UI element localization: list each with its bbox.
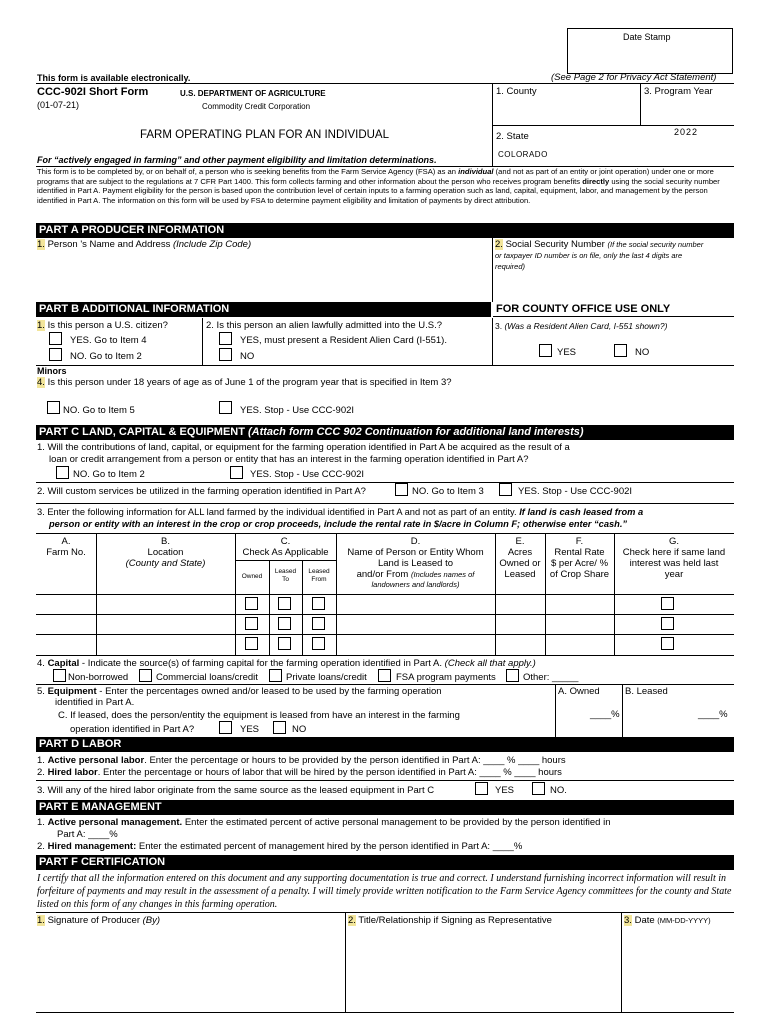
col-title: Rental Rate — [554, 547, 605, 558]
form-title: FARM OPERATING PLAN FOR AN INDIVIDUAL — [140, 129, 389, 141]
year-divider — [640, 83, 641, 125]
item-number: 2. — [37, 767, 48, 778]
col-title: Farm No. — [46, 547, 86, 558]
labor-rule — [36, 780, 734, 781]
c1-yes-checkbox[interactable] — [230, 466, 243, 479]
part-e-q1 — [37, 817, 611, 828]
land-row3-leased-to-checkbox[interactable] — [278, 637, 291, 650]
c2-no-label: NO. Go to Item 3 — [412, 486, 484, 497]
part-c-q1: 1. Will the contributions of land, capital, or equipment for the farming operation identified in Part A be acquired as the result of a — [37, 442, 570, 453]
col-letter: G. — [668, 536, 680, 547]
capital-nonborrowed-label: Non-borrowed — [68, 672, 129, 683]
part-c-q4 — [37, 658, 536, 669]
program-year-value: 2022 — [674, 127, 699, 137]
part-e-q1-line2: Part A: ____% — [57, 829, 118, 840]
item-label: 3. Enter the following information for ALL land farmed by the individual identified in Part A and not as part of an entity. — [37, 507, 520, 517]
col-title-3: Leased — [504, 569, 536, 580]
intro-text-3: using the social security number identified in Part A. Payment eligibility for the person is based upon the contribution level of certain inputs to a farming operation such as land, capital, equipment, labor, and management by the person identified in Part A. The information on this form will be used by FSA to determine payment eligibility and limitation of payments by direct attribution. — [37, 176, 720, 205]
capital-nonborrowed-checkbox[interactable] — [53, 669, 66, 682]
land-row1-same-checkbox[interactable] — [661, 597, 674, 610]
col-c-leased-to — [269, 568, 302, 584]
item-number: 1. — [37, 817, 48, 828]
labor-no-label: NO. — [550, 785, 567, 796]
item-bold: Hired management: — [47, 841, 137, 852]
col-title: Check here if same land — [622, 547, 726, 558]
equipment-yes-label: YES — [240, 724, 260, 735]
item-label: Title/Relationship if Signing as Representative — [355, 915, 552, 926]
land-head-rule — [36, 594, 734, 595]
col-title: Location — [147, 547, 184, 558]
land-row2-same-checkbox[interactable] — [661, 617, 674, 630]
part-c-q5-c2: operation identified in Part A? — [70, 724, 195, 735]
q1-no-label: NO. Go to Item 2 — [70, 351, 142, 362]
col-title-3: of Crop Share — [549, 569, 610, 580]
q1-yes-checkbox[interactable] — [49, 332, 62, 345]
part-a-item1 — [37, 239, 251, 250]
land-row1-leased-from-checkbox[interactable] — [312, 597, 325, 610]
q4-no-label: NO. Go to Item 5 — [63, 405, 135, 416]
c1-no-label: NO. Go to Item 2 — [73, 469, 145, 480]
land-row1-owned-checkbox[interactable] — [245, 597, 258, 610]
equipment-rule — [36, 684, 734, 685]
land-table-bottom — [36, 655, 734, 656]
item-number: 2. — [495, 239, 503, 250]
date-label — [624, 915, 711, 926]
part-a-divider — [492, 238, 493, 302]
col-a-header — [36, 536, 96, 558]
intro-bold-1: individual — [458, 167, 494, 176]
col-letter: B. — [161, 536, 170, 547]
col-g-header — [614, 536, 734, 580]
land-row1-leased-to-checkbox[interactable] — [278, 597, 291, 610]
item-number: 2. — [37, 841, 48, 852]
minors-label: Minors — [37, 366, 67, 376]
certification-text: I certify that all the information entered on this document and any supporting documentation is true and correct. I understand furnishing incorrect information will result in forfeiture of payments and may result in the assessment of a penalty. I will timely provide written notification to the Farm Service Agency committees for the county and State listed on this form of any changes in this farming operation. — [37, 873, 732, 910]
form-id: CCC-902I Short Form — [37, 86, 149, 98]
c1-no-checkbox[interactable] — [56, 466, 69, 479]
item-hint: (By) — [142, 915, 161, 926]
labor-yes-checkbox[interactable] — [475, 782, 488, 795]
item-bold: Capital — [47, 658, 80, 669]
part-b-q4 — [37, 377, 452, 388]
item-bold: Equipment — [47, 686, 97, 697]
part-a-item2 — [495, 239, 710, 272]
col-title-3: year — [664, 569, 684, 580]
part-c-q5-c: C. If leased, does the person/entity the equipment is leased from have an interest in the farming — [58, 710, 460, 721]
equipment-owned-label: A. Owned — [558, 686, 600, 697]
capital-fsa-label: FSA program payments — [396, 672, 496, 683]
dept-name: U.S. DEPARTMENT OF AGRICULTURE — [180, 89, 326, 98]
col-title-2: Land is Leased to — [377, 558, 453, 569]
item-number: 4. — [37, 658, 48, 669]
capital-private-label: Private loans/credit — [286, 672, 367, 683]
item-hint: (Check all that apply.) — [444, 658, 536, 669]
c2-no-checkbox[interactable] — [395, 483, 408, 496]
capital-commercial-label: Commercial loans/credit — [156, 672, 258, 683]
col-b-header — [96, 536, 235, 569]
item-number: 2. — [348, 915, 356, 926]
col-title: Check As Applicable — [242, 547, 329, 558]
part-b-q3 — [495, 321, 667, 331]
part-b-header: PART B ADDITIONAL INFORMATION — [36, 302, 491, 317]
c2-yes-checkbox[interactable] — [499, 483, 512, 496]
col-title-3: and/or From — [356, 569, 411, 580]
col-d-header — [336, 536, 495, 589]
sig-col-1 — [345, 912, 346, 1012]
c2-rule — [36, 503, 734, 504]
header-rule-top — [36, 83, 734, 84]
part-c-q5 — [37, 686, 442, 697]
col-sub-1: Leased — [274, 568, 297, 575]
col-sub-1: Leased — [308, 568, 330, 575]
date-stamp-label: Date Stamp — [623, 32, 671, 42]
item-number: 1. — [37, 915, 45, 926]
part-d-q3: 3. Will any of the hired labor originate from the same source as the leased equipment in Part C — [37, 785, 435, 796]
corp-name: Commodity Credit Corporation — [202, 102, 311, 111]
item-label: Is this person a U.S. citizen? — [44, 320, 168, 331]
col-hint: (Includes names of — [411, 570, 475, 579]
part-d-q2 — [37, 767, 562, 778]
c1-rule — [36, 482, 734, 483]
item-label: - Enter the percentages owned and/or leased to be used by the farming operation — [96, 686, 442, 697]
sig-col-2 — [621, 912, 622, 1012]
q2-no-checkbox[interactable] — [219, 348, 232, 361]
part-d-q1 — [37, 755, 566, 766]
q4-yes-checkbox[interactable] — [219, 401, 232, 414]
intro-paragraph — [37, 167, 733, 205]
part-a-header: PART A PRODUCER INFORMATION — [36, 223, 734, 238]
part-f-header: PART F CERTIFICATION — [36, 855, 734, 870]
col-title: Name of Person or Entity Whom — [347, 547, 484, 558]
c1-yes-label: YES. Stop - Use CCC-902I — [250, 469, 365, 480]
col-e-header — [495, 536, 545, 580]
item-bold: Active personal labor — [47, 755, 145, 766]
equipment-leased-pct: ____% — [698, 709, 728, 720]
q1-q2-divider — [202, 318, 203, 366]
intro-text-2: (and not as part of an entity or joint operation) under one or more programs that are subject to the regulations at 7 CFR Part 1400. This form collects farming and other information about the person who receives program benefits — [37, 167, 714, 186]
part-c-title: PART C LAND, CAPITAL & EQUIPMENT — [39, 426, 248, 438]
part-c-q1b: loan or credit arrangement from a person or entity that has an interest in the farming operation identified in Part A? — [49, 454, 529, 465]
land-row2-leased-to-checkbox[interactable] — [278, 617, 291, 630]
part-e-header: PART E MANAGEMENT — [36, 800, 734, 815]
q3-no-label: NO — [635, 347, 650, 358]
item-label: . Enter the percentage or hours to be provided by the person identified in Part A: ____ % ____ hours — [144, 755, 566, 766]
q3-yes-label: YES — [557, 347, 577, 358]
col-hint-2: landowners and landlords) — [371, 580, 460, 589]
form-subtitle: For “actively engaged in farming” and other payment eligibility and limitation determinations. — [37, 155, 437, 165]
col-letter: A. — [61, 536, 71, 547]
item-number: 3. — [495, 321, 505, 331]
part-e-q2 — [37, 841, 522, 852]
part-c-note: (Attach form CCC 902 Continuation for additional land interests) — [248, 426, 584, 438]
col-sub-2: From — [311, 576, 327, 583]
q1-yes-label: YES. Go to Item 4 — [70, 335, 147, 346]
land-row3-leased-from-checkbox[interactable] — [312, 637, 325, 650]
land-table-top — [36, 533, 734, 534]
labor-yes-label: YES — [495, 785, 515, 796]
q3-no-checkbox[interactable] — [614, 344, 627, 357]
col-title-2: $ per Acre/ % — [550, 558, 609, 569]
land-row3-owned-checkbox[interactable] — [245, 637, 258, 650]
equipment-leased-label: B. Leased — [625, 686, 668, 697]
land-row2-rule — [36, 634, 734, 635]
labor-no-checkbox[interactable] — [532, 782, 545, 795]
county-label: 1. County — [496, 86, 537, 97]
item-number: 1. — [37, 755, 48, 766]
equipment-yes-checkbox[interactable] — [219, 721, 232, 734]
item-label: - Indicate the source(s) of farming capital for the farming operation identified in Part A. — [79, 658, 445, 669]
equip-col-1 — [555, 684, 556, 737]
item-hint: (Include Zip Code) — [172, 239, 252, 250]
item-label: Signature of Producer — [44, 915, 143, 926]
col-title: Acres — [507, 547, 533, 558]
item-bold: Active personal management. — [47, 817, 183, 828]
item-label: Is this person under 18 years of age as of June 1 of the program year that is specified in Item 3? — [44, 377, 452, 388]
col-letter: E. — [515, 536, 525, 547]
state-value: COLORADO — [498, 150, 548, 159]
col-c-owned: Owned — [241, 573, 263, 580]
col-title-2: Owned or — [499, 558, 541, 569]
part-c-q5-line2: identified in Part A. — [55, 697, 135, 708]
item-number: 1. — [37, 320, 45, 331]
part-d-header: PART D LABOR — [36, 737, 734, 752]
col-subtitle: (County and State) — [125, 558, 206, 569]
part-c-header — [36, 425, 734, 440]
q1-no-checkbox[interactable] — [49, 348, 62, 361]
page-bottom-rule — [36, 1012, 734, 1013]
col-c-header — [235, 536, 336, 558]
capital-commercial-checkbox[interactable] — [139, 669, 152, 682]
part-b-q2: 2. Is this person an alien lawfully admitted into the U.S.? — [206, 320, 443, 331]
land-row2-leased-from-checkbox[interactable] — [312, 617, 325, 630]
item-number: 3. — [624, 915, 632, 926]
part-b-q1 — [37, 320, 168, 331]
q2-yes-label: YES, must present a Resident Alien Card (I-551). — [240, 335, 447, 346]
land-c-sub — [235, 560, 336, 561]
c2-yes-label: YES. Stop - Use CCC-902I — [518, 486, 633, 497]
item-bold: Hired labor — [47, 767, 98, 778]
col-sub-2: To — [282, 576, 289, 583]
land-row3-same-checkbox[interactable] — [661, 637, 674, 650]
item-label: Enter the estimated percent of management hired by the person identified in Part A: ____% — [136, 841, 523, 852]
intro-text-1: This form is to be completed by, or on behalf of, a person who is seeking benefits from the Farm Service Agency (FSA) as an — [37, 167, 459, 176]
land-row2-owned-checkbox[interactable] — [245, 617, 258, 630]
q3-yes-checkbox[interactable] — [539, 344, 552, 357]
item-label: Enter the estimated percent of active personal management to be provided by the person identified in — [182, 817, 611, 828]
col-letter: D. — [410, 536, 421, 547]
title-relationship-label — [348, 915, 552, 926]
col-f-header — [545, 536, 614, 580]
item-label: . Enter the percentage or hours of labor that will be hired by the person identified in Part A: ____ % ____ hours — [97, 767, 562, 778]
q2-no-label: NO — [240, 351, 255, 362]
item-label: (Was a Resident Alien Card, I-551 shown?) — [504, 321, 668, 331]
item-hint: (If the social security number or taxpayer ID number is on file, only the last 4 digits are required) — [495, 240, 704, 271]
item-label: Social Security Number — [502, 239, 608, 250]
part-c-q2: 2. Will custom services be utilized in the farming operation identified in Part A? — [37, 486, 366, 497]
part-c-q3 — [37, 507, 643, 517]
item-hint: (MM-DD-YYYY) — [657, 916, 711, 925]
form-date: (01-07-21) — [37, 100, 80, 110]
program-year-label: 3. Program Year — [644, 86, 713, 97]
capital-other-label: Other: _____ — [523, 672, 579, 683]
minors-rule — [36, 365, 734, 366]
capital-private-checkbox[interactable] — [269, 669, 282, 682]
land-row1-rule — [36, 614, 734, 615]
equip-col-2 — [622, 684, 623, 737]
col-letter: F. — [575, 536, 584, 547]
state-label: 2. State — [496, 131, 529, 142]
capital-other-checkbox[interactable] — [506, 669, 519, 682]
item-emphasis: If land is cash leased from a — [519, 507, 644, 517]
item-label: Date — [631, 915, 658, 926]
q4-yes-label: YES. Stop - Use CCC-902I — [240, 405, 355, 416]
signature-label — [37, 915, 160, 926]
q4-no-checkbox[interactable] — [47, 401, 60, 414]
intro-bold-2: directly — [582, 176, 610, 186]
item-number: 4. — [37, 377, 45, 388]
privacy-note: (See Page 2 for Privacy Act Statement) — [551, 72, 717, 83]
equipment-no-label: NO — [292, 724, 307, 735]
equipment-no-checkbox[interactable] — [273, 721, 286, 734]
part-c-q3b: person or entity with an interest in the crop or crop proceeds, include the rental rate in $/acre in Column F; otherwise enter “cash.” — [49, 519, 628, 529]
q2-yes-checkbox[interactable] — [219, 332, 232, 345]
electronic-note: This form is available electronically. — [37, 73, 191, 83]
county-rule — [492, 125, 734, 126]
item-number: 1. — [37, 239, 45, 250]
county-office-header: FOR COUNTY OFFICE USE ONLY — [493, 302, 734, 317]
col-title-2: interest was held last — [629, 558, 719, 569]
equipment-owned-pct: ____% — [590, 709, 620, 720]
item-label: Person 's Name and Address — [44, 239, 173, 250]
capital-fsa-checkbox[interactable] — [378, 669, 391, 682]
part-b-divider — [492, 318, 493, 366]
col-letter: C. — [280, 536, 291, 547]
col-c-leased-from — [302, 568, 336, 584]
signature-rule-top — [36, 912, 734, 913]
item-number: 5. — [37, 686, 48, 697]
